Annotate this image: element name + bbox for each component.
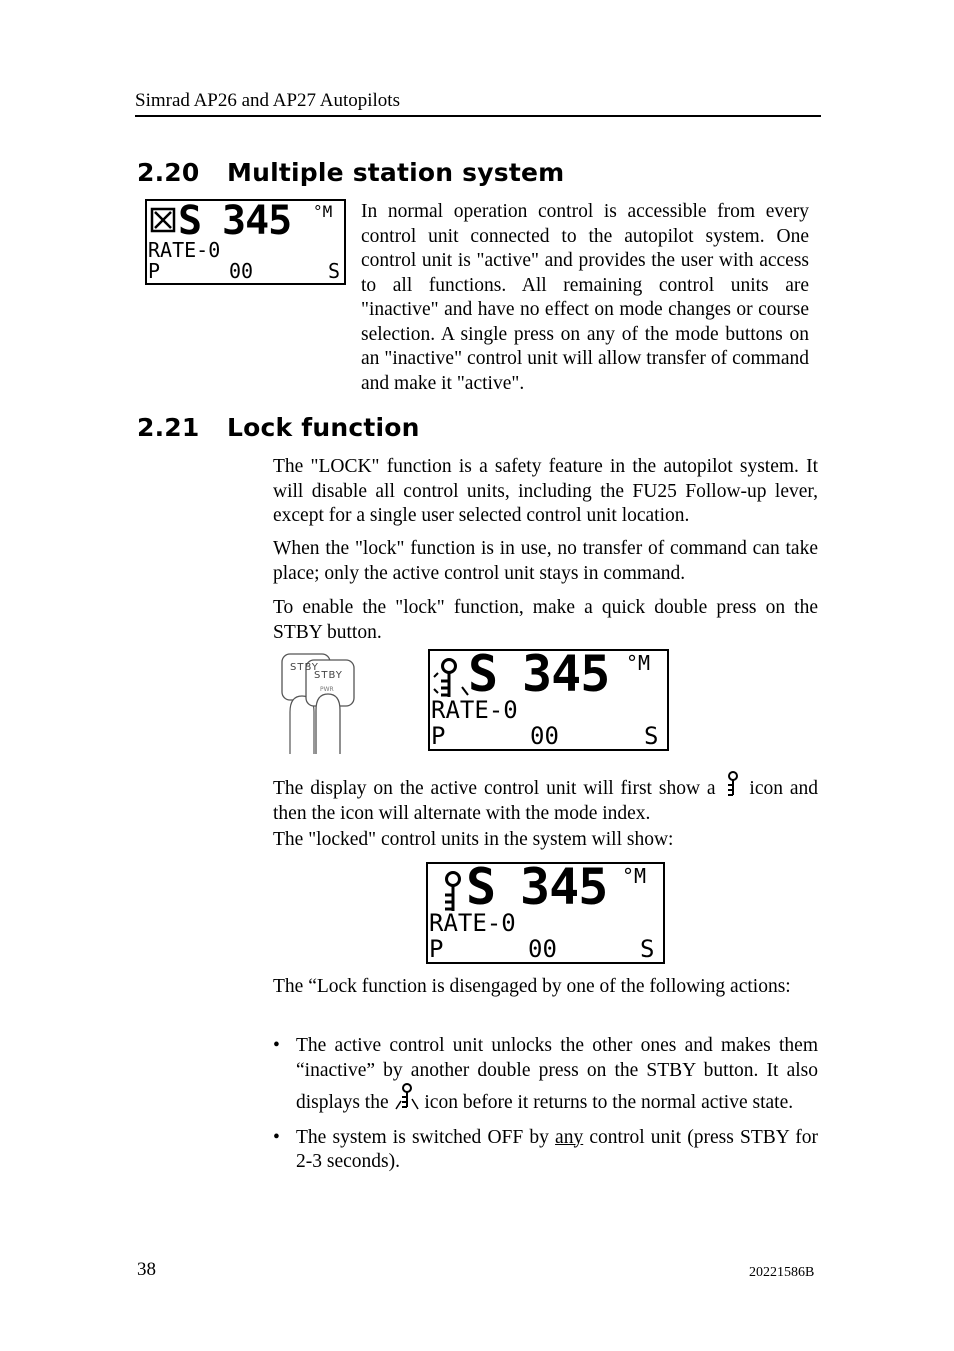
heading-value: 345: [520, 858, 608, 916]
document-number: 20221586B: [749, 1265, 815, 1280]
heading-value: 345: [522, 645, 610, 703]
pwr-button-label: PWR: [320, 686, 334, 693]
lcd-display-inactive: [145, 199, 346, 285]
stby-button-label-back: STBY: [290, 662, 319, 673]
mode-letter: S: [468, 645, 498, 703]
rudder-value: 00: [530, 722, 559, 750]
list-item-text-a: The system is switched OFF by: [296, 1126, 549, 1148]
rudder-value: 00: [229, 259, 254, 283]
station-indicator: S: [640, 935, 655, 963]
lock-key-icon: [432, 657, 472, 701]
station-indicator: S: [328, 259, 341, 283]
rudder-value: 00: [528, 935, 557, 963]
section-number: 2.21: [137, 413, 200, 442]
list-item-text-a: The active control unit unlocks the other ones and makes them “inactive” by another double press on the STBY button. It also displays the: [296, 1035, 818, 1113]
page-number: 38: [137, 1259, 156, 1280]
section-heading-2-21: [137, 413, 420, 442]
lock-paragraph-3: To enable the "lock" function, make a quick double press on the STBY button.: [273, 597, 818, 643]
section-number: 2.20: [137, 158, 200, 187]
rudder-side: P: [429, 935, 444, 963]
inactive-station-icon: [150, 207, 176, 233]
mode-letter: S: [178, 198, 202, 244]
paragraph-text-b: icon and then the icon will alternate with the mode index.: [273, 778, 819, 824]
unlock-key-icon: [394, 1083, 420, 1111]
stby-button-label: STBY: [314, 670, 343, 681]
header-rule: [135, 115, 821, 117]
lock-paragraph-5: The "locked" control units in the system will show:: [273, 829, 674, 850]
rudder-side: P: [148, 259, 161, 283]
running-header: Simrad AP26 and AP27 Autopilots: [135, 90, 400, 111]
key-icon: [723, 771, 743, 797]
disengage-actions-list: [273, 1034, 818, 1185]
heading-value: 345: [222, 198, 292, 244]
lock-paragraph-6: The “Lock function is disengaged by one of the following actions:: [273, 976, 791, 997]
rate-text: RATE-0: [429, 909, 516, 937]
bullet-dot: •: [273, 1035, 280, 1056]
section-title: Lock function: [227, 413, 420, 442]
lock-paragraph-1: The "LOCK" function is a safety feature in the autopilot system. It will disable all control units, including the FU25 Follow-up lever, except for a single user selected control unit location.: [273, 456, 818, 526]
station-indicator: S: [644, 722, 659, 750]
paragraph-text-a: The display on the active control unit will first show a: [273, 778, 716, 799]
rate-text: RATE-0: [148, 238, 221, 262]
lock-key-icon: [438, 870, 466, 914]
list-item-text-b: control unit (press STBY for 2-3 seconds).: [296, 1126, 819, 1172]
rudder-side: P: [431, 722, 446, 750]
section-2-20-body: In normal operation control is accessible from every control unit connected to the autopilot system. One control unit is "active" and provides the user with access to all functions. All remaining control units are "inactive" and have no effect on mode changes or course selection. A single press on any of the mode buttons on an "inactive" control unit will allow transfer of command and make it "active".: [361, 201, 809, 394]
list-item: [273, 1034, 818, 1116]
lcd-display-active-lock: [428, 645, 669, 751]
lock-paragraph-4: [273, 771, 818, 826]
section-title: Multiple station system: [227, 158, 565, 187]
section-heading-2-20: [137, 158, 564, 187]
heading-unit: °M: [626, 651, 651, 675]
lcd-display-locked: [426, 858, 665, 964]
lock-paragraph-2: When the "lock" function is in use, no transfer of command can take place; only the active control unit stays in command.: [273, 538, 818, 584]
list-item-text-b: icon before it returns to the normal active state.: [424, 1092, 794, 1113]
heading-unit: °M: [622, 864, 647, 888]
list-item: [273, 1126, 818, 1175]
heading-unit: °M: [313, 202, 333, 221]
mode-letter: S: [466, 858, 496, 916]
rate-text: RATE-0: [431, 696, 518, 724]
underlined-word: any: [555, 1126, 584, 1148]
bullet-dot: •: [273, 1126, 280, 1148]
